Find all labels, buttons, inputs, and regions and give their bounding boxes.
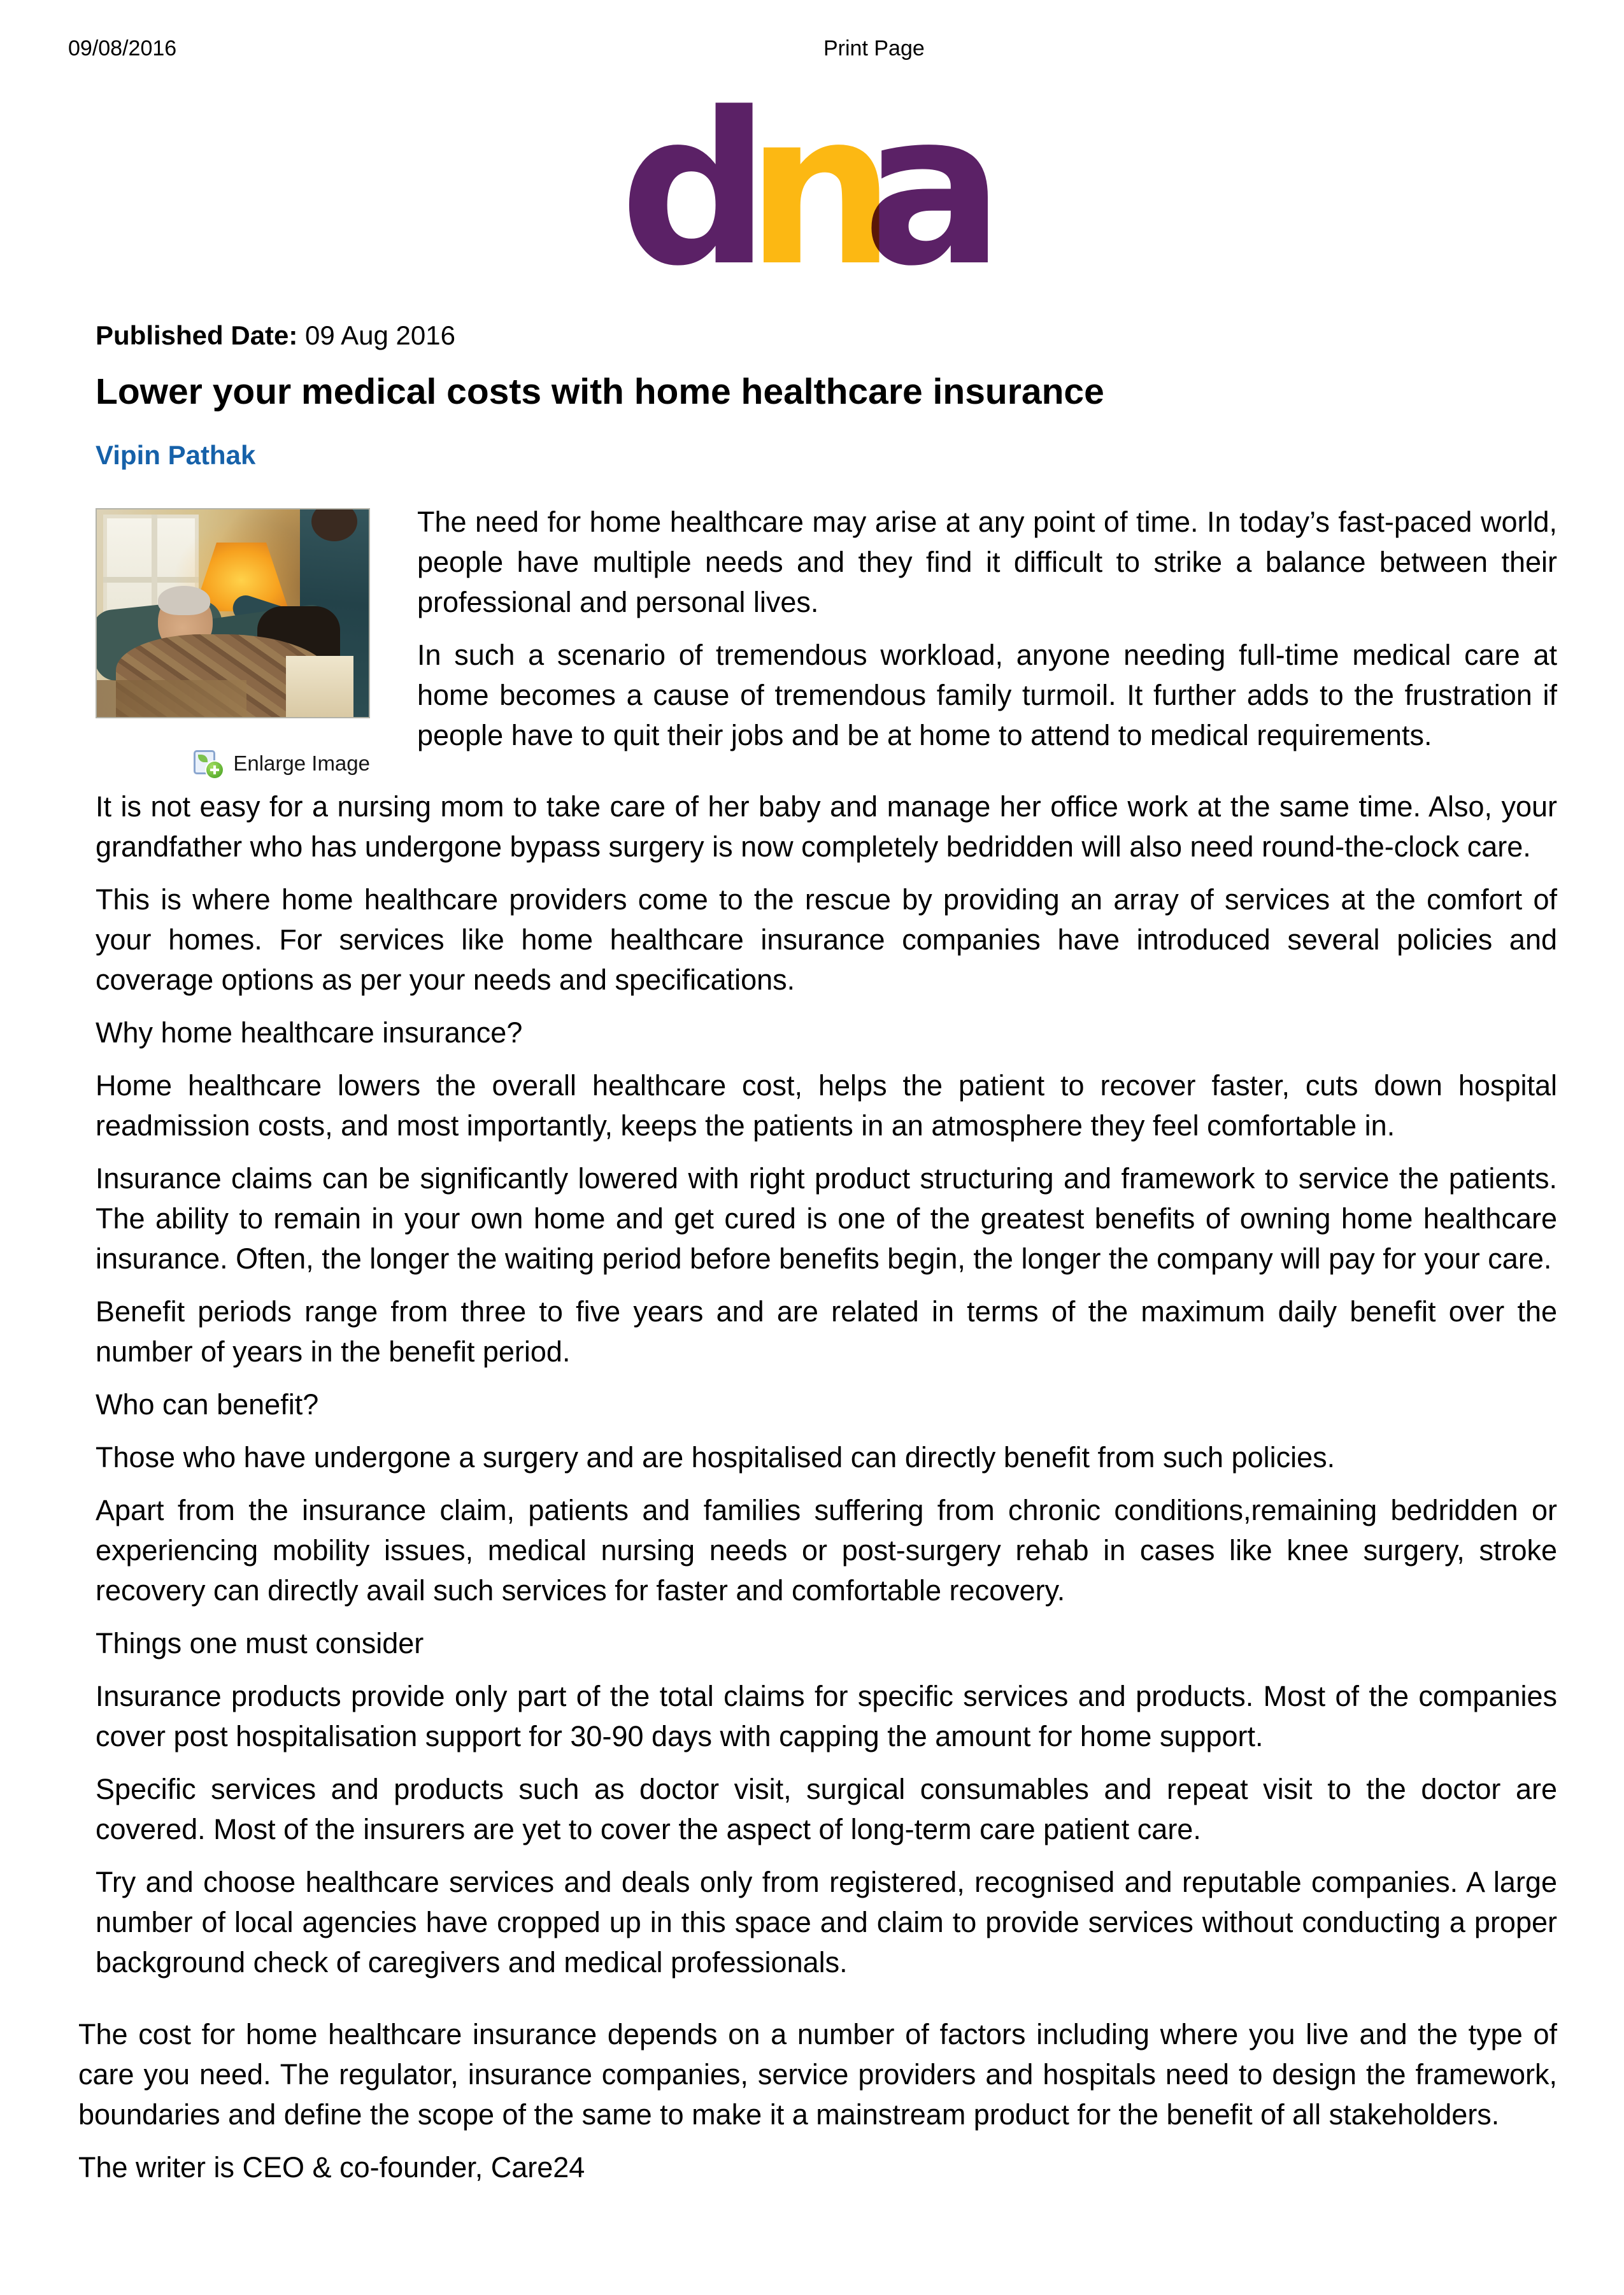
- article-author: Vipin Pathak: [96, 440, 256, 470]
- enlarge-image-icon: [194, 749, 223, 778]
- article-paragraph: Apart from the insurance claim, patients and families suffering from chronic conditions,remaining bedridden or experiencing mobility issues, medical nursing needs or post-surgery rehab in cases like knee surgery, stroke recovery can directly avail such services for faster and comfortable recovery.: [96, 1494, 1557, 1607]
- article-figure: [96, 508, 370, 781]
- article-paragraph: In such a scenario of tremendous workload, anyone needing full-time medical care at home becomes a cause of tremendous family turmoil. It further adds to the frustration if people have to quit their jobs and be at home to attend to medical requirements.: [417, 639, 1557, 751]
- plus-circle-icon: [206, 762, 223, 778]
- article-paragraph: Try and choose healthcare services and deals only from registered, recognised and reputable companies. A large number of local agencies have cropped up in this space and claim to provide services without conducting a proper background check of caregivers and medical professionals.: [96, 1866, 1557, 1979]
- section-heading: Who can benefit?: [96, 1388, 319, 1421]
- article-paragraph: This is where home healthcare providers come to the rescue by providing an array of services at the comfort of your homes. For services like home healthcare insurance companies have introduced several policies and coverage options as per your needs and specifications.: [96, 883, 1557, 996]
- enlarge-image-link[interactable]: [194, 749, 370, 778]
- dna-logo: [0, 0, 1624, 312]
- photo-nightstand: [286, 656, 353, 717]
- article-paragraph: Those who have undergone a surgery and are hospitalised can directly benefit from such policies.: [96, 1441, 1336, 1474]
- article-paragraph: Insurance products provide only part of the total claims for specific services and products. Most of the companies cover post hospitalisation support for 30-90 days with capping the amount for home support.: [96, 1680, 1557, 1752]
- article-title: Lower your medical costs with home healthcare insurance: [96, 371, 1104, 412]
- print-header-date: 09/08/2016: [68, 36, 177, 60]
- article-paragraph: The need for home healthcare may arise at any point of time. In today’s fast-paced world, people have multiple needs and they find it difficult to strike a balance between their professional and personal lives.: [417, 506, 1557, 618]
- article-body: [0, 502, 1624, 2187]
- article-paragraph: It is not easy for a nursing mom to take care of her baby and manage her office work at the same time. Also, your grandfather who has undergone bypass surgery is now completely bedridden will also need round-the-clock care.: [96, 790, 1557, 863]
- article-paragraph: The cost for home healthcare insurance depends on a number of factors including where you live and the type of care you need. The regulator, insurance companies, service providers and hospitals need to design the framework, boundaries and define the scope of the same to make it a mainstream product for the benefit of all stakeholders.: [78, 2018, 1557, 2131]
- print-header-title: Print Page: [823, 36, 925, 60]
- published-date-label: Published Date:: [96, 320, 298, 350]
- article-byline: The writer is CEO & co-founder, Care24: [78, 2151, 585, 2184]
- article-photo[interactable]: [96, 508, 370, 718]
- dna-logo-letter-a: a: [862, 68, 1004, 312]
- dna-logo-letter-d: d: [620, 68, 771, 312]
- article-paragraph: Insurance claims can be significantly lowered with right product structuring and framework to service the patients. The ability to remain in your own home and get cured is one of the greatest benefits of owning home healthcare insurance. Often, the longer the waiting period before benefits begin, the longer the company will pay for your care.: [96, 1162, 1557, 1275]
- photo-floor: [97, 680, 246, 717]
- dna-logo-letter-n: n: [746, 68, 896, 312]
- enlarge-row: [96, 749, 370, 781]
- photo-patient-hair: [158, 586, 210, 615]
- article-paragraph: Specific services and products such as doctor visit, surgical consumables and repeat visit to the doctor are covered. Most of the insurers are yet to cover the aspect of long-term care patient care.: [96, 1773, 1557, 1845]
- article-paragraph: Home healthcare lowers the overall healthcare cost, helps the patient to recover faster, cuts down hospital readmission costs, and most importantly, keeps the patients in an atmosphere they feel comfortable in.: [96, 1069, 1557, 1142]
- enlarge-image-label: Enlarge Image: [233, 751, 370, 775]
- published-date: [96, 320, 1557, 352]
- published-date-value: 09 Aug 2016: [297, 320, 455, 350]
- article-paragraph: Benefit periods range from three to five years and are related in terms of the maximum daily benefit over the number of years in the benefit period.: [96, 1295, 1557, 1368]
- section-heading: Why home healthcare insurance?: [96, 1016, 523, 1049]
- section-heading: Things one must consider: [96, 1627, 424, 1659]
